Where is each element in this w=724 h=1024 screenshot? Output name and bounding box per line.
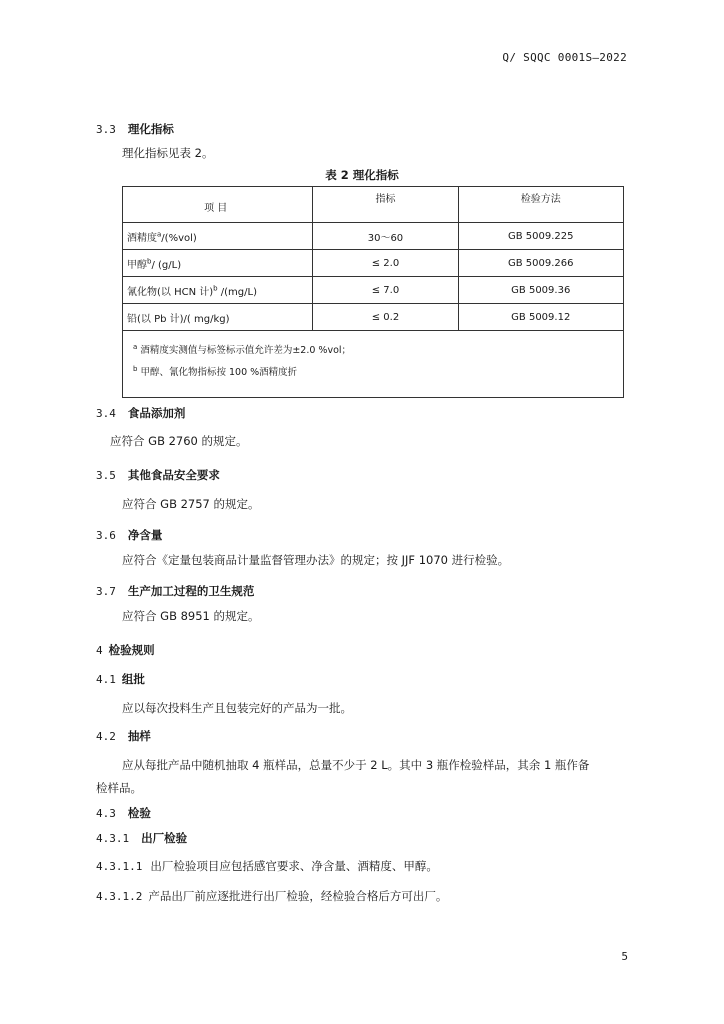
- header-item: 项 目: [123, 187, 313, 223]
- table-row: [123, 250, 624, 277]
- section-title: 其他食品安全要求: [127, 468, 220, 482]
- section-4-2-heading: [96, 728, 151, 744]
- section-4-2-text-line1: 应从每批产品中随机抽取 4 瓶样品，总量不少于 2 L。其中 3 瓶作检验样品，其余 1 瓶作备: [122, 758, 590, 772]
- section-4-heading: [96, 642, 155, 658]
- page-number: 5: [621, 951, 628, 963]
- section-title: 生产加工过程的卫生规范: [127, 584, 255, 598]
- cell-item: 氰化物(以 HCN 计)$^b$ /(mg/L): [123, 277, 313, 304]
- section-4-1-heading: [96, 671, 145, 687]
- table-row: [123, 277, 624, 304]
- section-number: 3.7: [96, 585, 116, 598]
- section-3-7-text: 应符合 GB 8951 的规定。: [122, 609, 260, 623]
- section-number: 4: [96, 644, 103, 657]
- document-code: Q/ SQQC 0001S—2022: [502, 51, 627, 64]
- cell-method: GB 5009.12: [458, 304, 624, 331]
- section-title: 检验规则: [108, 643, 155, 657]
- clause-text: 出厂检验项目应包括感官要求、净含量、酒精度、甲醇。: [150, 859, 438, 873]
- section-title: 抽样: [127, 729, 151, 743]
- section-title: 理化指标: [127, 122, 174, 136]
- section-title: 食品添加剂: [127, 406, 186, 420]
- cell-method: GB 5009.36: [458, 277, 624, 304]
- section-3-6-text: 应符合《定量包装商品计量监督管理办法》的规定；按 JJF 1070 进行检验。: [122, 553, 510, 567]
- section-title: 出厂检验: [141, 831, 188, 845]
- section-number: 4.3: [96, 807, 116, 820]
- section-3-4-text: 应符合 GB 2760 的规定。: [110, 434, 248, 448]
- section-number: 4.3.1: [96, 832, 130, 845]
- header-method: 检验方法: [458, 187, 624, 223]
- table-notes-row: [123, 331, 624, 398]
- cell-item: 甲醇$^b$/ (g/L): [123, 250, 313, 277]
- section-number: 4.1: [96, 673, 116, 686]
- clause-4-3-1-2: [96, 888, 447, 904]
- section-number: 3.5: [96, 469, 116, 482]
- section-3-3-heading: [96, 121, 174, 137]
- cell-item: 酒精度$^a$/(%vol): [123, 223, 313, 250]
- section-number: 3.3: [96, 123, 116, 136]
- table-notes: [123, 331, 624, 398]
- section-4-2-text-line2: 检样品。: [96, 781, 142, 795]
- section-title: 检验: [127, 806, 151, 820]
- physicochemical-table: [122, 186, 624, 398]
- section-title: 净含量: [127, 528, 163, 542]
- section-number: 3.6: [96, 529, 116, 542]
- section-4-3-heading: [96, 805, 151, 821]
- table-note: $^a$ 酒精度实测值与标签标示值允许差为±2.0 %vol；: [133, 343, 352, 357]
- table-caption: 表 2 理化指标: [325, 168, 399, 182]
- table-header-row: [123, 187, 624, 223]
- clause-text: 产品出厂前应逐批进行出厂检验，经检验合格后方可出厂。: [148, 889, 448, 903]
- section-3-3-text: 理化指标见表 2。: [122, 146, 214, 160]
- table-note: $^b$ 甲醇、氰化物指标按 100 %酒精度折: [133, 365, 298, 379]
- table-row: [123, 223, 624, 250]
- cell-value: ≤ 7.0: [313, 277, 458, 304]
- section-3-4-heading: [96, 405, 185, 421]
- section-number: 4.2: [96, 730, 116, 743]
- clause-number: 4.3.1.1: [96, 860, 143, 873]
- section-3-5-text: 应符合 GB 2757 的规定。: [122, 497, 260, 511]
- cell-value: ≤ 0.2: [313, 304, 458, 331]
- section-4-3-1-heading: [96, 830, 187, 846]
- section-title: 组批: [121, 672, 145, 686]
- cell-method: GB 5009.266: [458, 250, 624, 277]
- section-3-7-heading: [96, 583, 254, 599]
- cell-value: ≤ 2.0: [313, 250, 458, 277]
- section-3-5-heading: [96, 467, 220, 483]
- cell-value: 30～60: [313, 223, 458, 250]
- section-3-6-heading: [96, 527, 162, 543]
- table-row: [123, 304, 624, 331]
- clause-4-3-1-1: [96, 858, 438, 874]
- section-number: 3.4: [96, 407, 116, 420]
- cell-item: 铅(以 Pb 计)/( mg/kg): [123, 304, 313, 331]
- section-4-1-text: 应以每次投料生产且包装完好的产品为一批。: [122, 701, 352, 715]
- cell-method: GB 5009.225: [458, 223, 624, 250]
- clause-number: 4.3.1.2: [96, 890, 143, 903]
- header-index: 指标: [313, 187, 458, 223]
